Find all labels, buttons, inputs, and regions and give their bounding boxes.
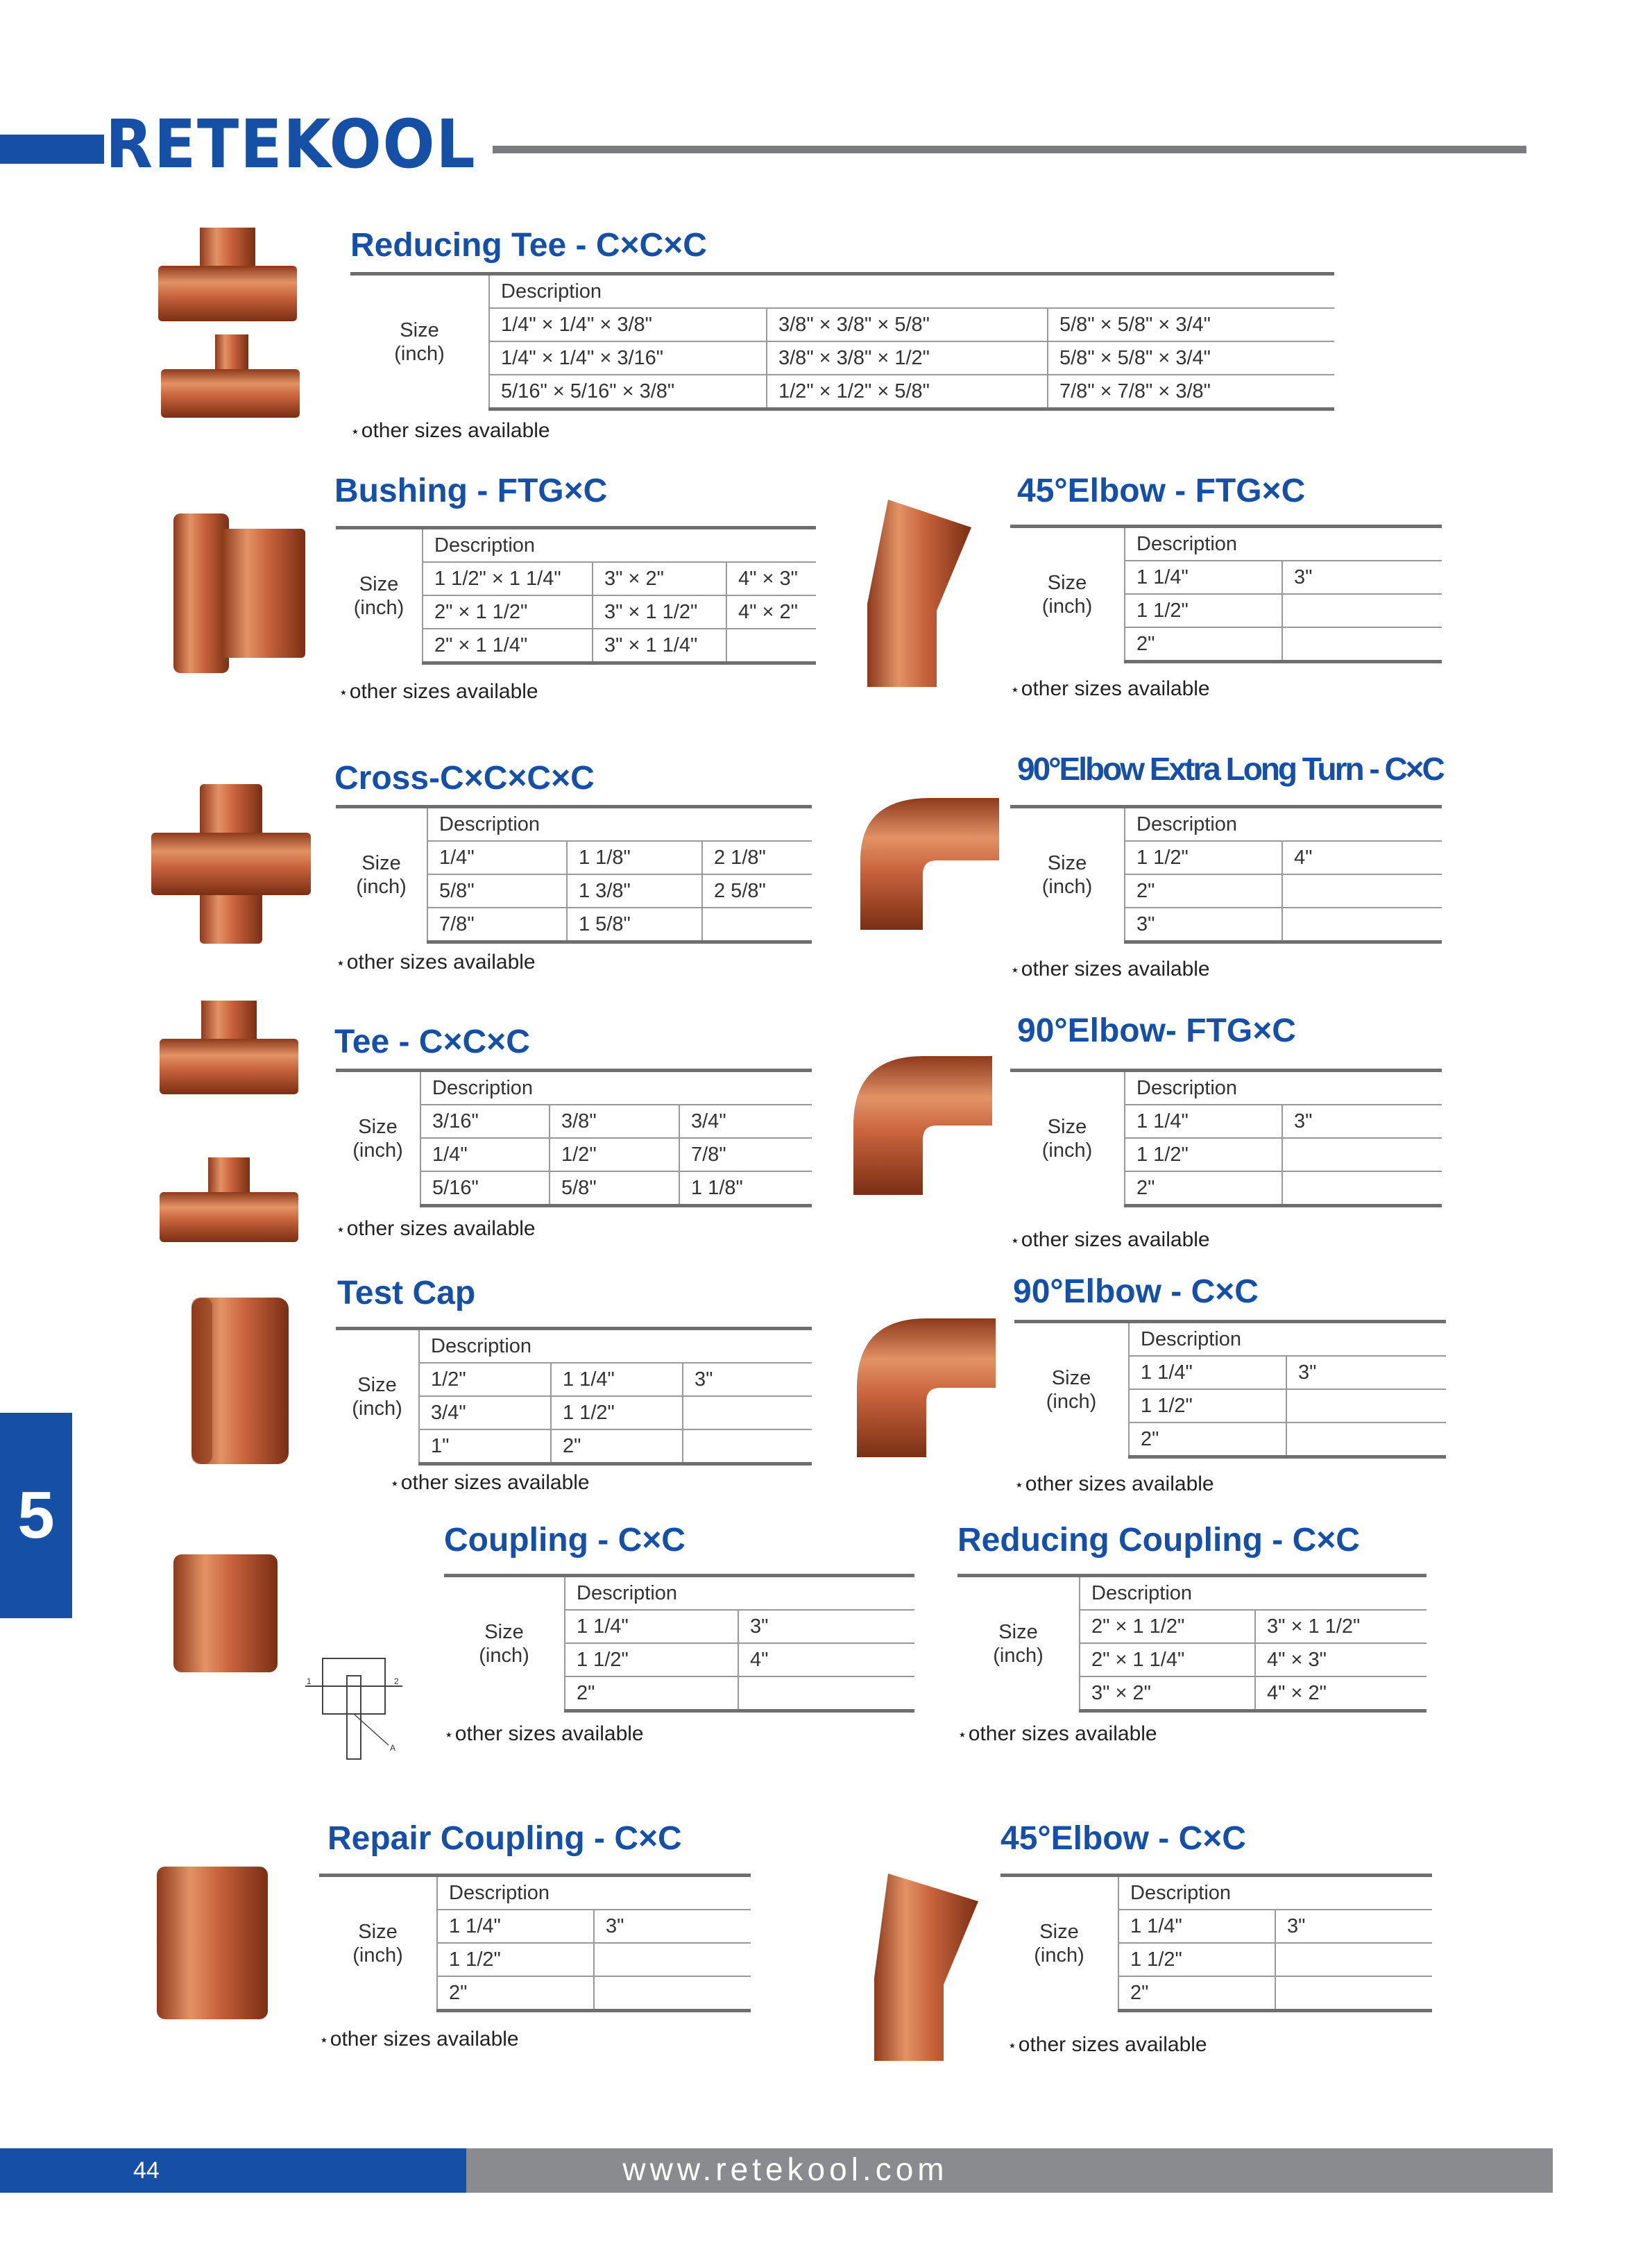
- table-cell: 2": [1125, 874, 1282, 908]
- coupling-diagram: [305, 1655, 402, 1759]
- table-cell: 2": [1129, 1423, 1286, 1457]
- table-cell: 7/8": [427, 908, 567, 942]
- table-cell: 4" × 3": [726, 562, 816, 595]
- table-cell: [1282, 627, 1442, 662]
- header-rule: [493, 146, 1526, 153]
- table-cell: 3": [1125, 908, 1282, 942]
- table-cell: 1 1/8": [679, 1171, 812, 1206]
- test-cap-title: Test Cap: [337, 1275, 476, 1311]
- size-label: Size (inch): [1014, 1322, 1129, 1457]
- table-cell: 1/2" × 1/2" × 5/8": [767, 375, 1048, 409]
- description-header: Description: [565, 1576, 914, 1611]
- table-cell: 2": [1125, 627, 1282, 662]
- table-cell: 3": [594, 1910, 751, 1943]
- table-cell: 2 5/8": [702, 874, 812, 908]
- description-header: Description: [427, 807, 812, 842]
- diagram-label-right: 2: [394, 1676, 399, 1686]
- table-cell: 2" × 1 1/2": [1080, 1610, 1255, 1643]
- table-cell: 3" × 2": [1080, 1676, 1255, 1711]
- elbow-45-cc-table: [1000, 1874, 1432, 2012]
- reducing-coupling-table: [957, 1574, 1427, 1713]
- size-label: Size (inch): [350, 274, 489, 409]
- cross-title: Cross-C×C×C×C: [334, 760, 595, 797]
- size-label: Size (inch): [336, 807, 427, 942]
- size-label: Size (inch): [1010, 807, 1125, 942]
- table-cell: 3/4": [419, 1396, 551, 1429]
- table-cell: 5/8": [427, 874, 567, 908]
- table-cell: 2" × 1 1/4": [423, 629, 593, 663]
- other-sizes-note: ⋆other sizes available: [1014, 1472, 1214, 1495]
- tee-image-2: [160, 1157, 298, 1248]
- table-cell: [1286, 1389, 1446, 1423]
- table-cell: 1 1/4": [565, 1610, 738, 1643]
- table-cell: [1286, 1423, 1446, 1457]
- test-cap-table: [336, 1327, 812, 1466]
- tee-image-1: [160, 1001, 298, 1098]
- table-cell: [683, 1396, 812, 1429]
- other-sizes-note: ⋆other sizes available: [319, 2028, 519, 2050]
- other-sizes-note: ⋆other sizes available: [336, 1217, 536, 1240]
- table-cell: 3" × 1 1/2": [593, 595, 726, 629]
- table-cell: 2": [551, 1429, 683, 1464]
- table-cell: 1 1/4": [1125, 1105, 1282, 1138]
- table-cell: 1 1/4": [551, 1363, 683, 1396]
- elbow-90-long-turn-image: [853, 791, 1006, 930]
- reducing-tee-table: [350, 272, 1334, 411]
- table-cell: 2 1/8": [702, 841, 812, 874]
- table-cell: [1282, 594, 1442, 627]
- table-cell: 5/16" × 5/16" × 3/8": [489, 375, 767, 409]
- elbow-90-long-turn-table: [1010, 805, 1442, 944]
- table-cell: [1282, 1138, 1442, 1171]
- table-cell: 3/16": [420, 1105, 550, 1138]
- table-cell: 1 1/2": [551, 1396, 683, 1429]
- table-cell: 1": [419, 1429, 551, 1464]
- size-label: Size (inch): [319, 1876, 437, 2011]
- footer-page-bar: [0, 2148, 466, 2193]
- elbow-45-ftg-image: [840, 486, 978, 694]
- table-cell: 5/8" × 5/8" × 3/4": [1048, 341, 1334, 375]
- other-sizes-note: ⋆other sizes available: [350, 419, 550, 442]
- table-cell: 1 1/2" × 1 1/4": [423, 562, 593, 595]
- table-cell: 4": [738, 1643, 914, 1676]
- table-cell: 4" × 2": [1255, 1676, 1427, 1711]
- table-cell: 3": [1275, 1910, 1432, 1943]
- table-cell: 1/4": [420, 1138, 550, 1171]
- description-header: Description: [1125, 1071, 1442, 1105]
- size-label: Size (inch): [336, 1329, 419, 1464]
- size-label: Size (inch): [444, 1576, 565, 1711]
- table-cell: [1282, 1171, 1442, 1206]
- size-label: Size (inch): [1000, 1876, 1118, 2011]
- cross-table: [336, 805, 812, 944]
- description-header: Description: [419, 1329, 812, 1364]
- table-cell: 1 1/2": [1125, 1138, 1282, 1171]
- elbow-90-cc-title: 90°Elbow - C×C: [1013, 1273, 1259, 1310]
- table-cell: 1 1/8": [567, 841, 702, 874]
- description-header: Description: [489, 274, 1334, 309]
- coupling-table: [444, 1574, 914, 1713]
- description-header: Description: [1125, 807, 1442, 842]
- table-cell: 3": [1282, 1105, 1442, 1138]
- table-cell: 7/8" × 7/8" × 3/8": [1048, 375, 1334, 409]
- table-cell: [683, 1429, 812, 1464]
- table-cell: 3": [1286, 1356, 1446, 1389]
- table-cell: [594, 1943, 751, 1976]
- table-cell: 1 1/2": [1125, 594, 1282, 627]
- table-cell: 1/4" × 1/4" × 3/8": [489, 308, 767, 341]
- table-cell: [1282, 908, 1442, 942]
- test-cap-image: [191, 1298, 289, 1464]
- tee-title: Tee - C×C×C: [334, 1024, 530, 1060]
- other-sizes-note: ⋆other sizes available: [390, 1471, 590, 1494]
- elbow-90-ftg-title: 90°Elbow- FTG×C: [1017, 1012, 1296, 1049]
- other-sizes-note: ⋆other sizes available: [1007, 2033, 1207, 2056]
- bushing-image: [173, 513, 305, 673]
- repair-coupling-table: [319, 1874, 751, 2012]
- table-cell: [738, 1676, 914, 1711]
- chapter-tab: 5: [0, 1413, 72, 1618]
- size-label: Size (inch): [336, 1071, 420, 1206]
- table-cell: 3" × 1 1/4": [593, 629, 726, 663]
- reducing-tee-image-2: [161, 334, 300, 425]
- description-header: Description: [1118, 1876, 1432, 1910]
- table-cell: 1/2": [550, 1138, 679, 1171]
- table-cell: 5/16": [420, 1171, 550, 1206]
- table-cell: 1 1/2": [437, 1943, 594, 1976]
- table-cell: 3/8" × 3/8" × 1/2": [767, 341, 1048, 375]
- reducing-coupling-title: Reducing Coupling - C×C: [957, 1522, 1360, 1559]
- table-cell: 4" × 3": [1255, 1643, 1427, 1676]
- bushing-table: [336, 526, 816, 665]
- elbow-90-ftg-table: [1010, 1069, 1442, 1207]
- table-cell: 3/8" × 3/8" × 5/8": [767, 308, 1048, 341]
- table-cell: 1 1/2": [565, 1643, 738, 1676]
- repair-coupling-image: [157, 1867, 268, 2019]
- table-cell: 1/2": [419, 1363, 551, 1396]
- table-cell: [1282, 874, 1442, 908]
- table-cell: 5/8": [550, 1171, 679, 1206]
- table-cell: 2": [1118, 1976, 1275, 2011]
- table-cell: 1 1/4": [1129, 1356, 1286, 1389]
- other-sizes-note: ⋆other sizes available: [957, 1722, 1157, 1745]
- description-header: Description: [1129, 1322, 1446, 1357]
- table-cell: 2": [1125, 1171, 1282, 1206]
- elbow-45-cc-title: 45°Elbow - C×C: [1000, 1820, 1246, 1857]
- table-cell: 3" × 1 1/2": [1255, 1610, 1427, 1643]
- table-cell: 1 1/4": [1118, 1910, 1275, 1943]
- page-number: 44: [133, 2157, 160, 2184]
- table-cell: 2" × 1 1/4": [1080, 1643, 1255, 1676]
- other-sizes-note: ⋆other sizes available: [1010, 1228, 1210, 1251]
- size-label: Size (inch): [336, 528, 423, 663]
- elbow-45-cc-image: [846, 1867, 985, 2068]
- table-cell: 4" × 2": [726, 595, 816, 629]
- bushing-title: Bushing - FTG×C: [334, 473, 608, 509]
- table-cell: 1/4" × 1/4" × 3/16": [489, 341, 767, 375]
- size-label: Size (inch): [957, 1576, 1080, 1711]
- coupling-image: [173, 1554, 278, 1672]
- table-cell: [594, 1976, 751, 2011]
- other-sizes-note: ⋆other sizes available: [1010, 677, 1210, 700]
- reducing-tee-title: Reducing Tee - C×C×C: [350, 227, 707, 264]
- size-label: Size (inch): [1010, 527, 1125, 662]
- description-header: Description: [423, 528, 816, 563]
- table-cell: 1 1/2": [1129, 1389, 1286, 1423]
- other-sizes-note: ⋆other sizes available: [336, 951, 536, 974]
- description-header: Description: [1080, 1576, 1427, 1611]
- diagram-label-bottom: A: [390, 1743, 396, 1753]
- elbow-45-ftg-table: [1010, 525, 1442, 663]
- elbow-90-cc-image: [850, 1311, 1003, 1457]
- diagram-label-left: 1: [307, 1676, 312, 1686]
- elbow-45-ftg-title: 45°Elbow - FTG×C: [1017, 473, 1306, 509]
- table-cell: 1 5/8": [567, 908, 702, 942]
- description-header: Description: [1125, 527, 1442, 561]
- table-cell: 2" × 1 1/2": [423, 595, 593, 629]
- table-cell: 1/4": [427, 841, 567, 874]
- size-label: Size (inch): [1010, 1071, 1125, 1206]
- table-cell: 2": [565, 1676, 738, 1711]
- elbow-90-long-turn-title: 90°Elbow Extra Long Turn - C×C: [1017, 751, 1443, 787]
- table-cell: [1275, 1976, 1432, 2011]
- table-cell: 7/8": [679, 1138, 812, 1171]
- table-cell: 2": [437, 1976, 594, 2011]
- table-cell: 3/8": [550, 1105, 679, 1138]
- table-cell: 1 1/2": [1118, 1943, 1275, 1976]
- elbow-90-cc-table: [1014, 1320, 1446, 1459]
- repair-coupling-title: Repair Coupling - C×C: [327, 1820, 682, 1857]
- reducing-tee-image-1: [158, 228, 297, 325]
- table-cell: [726, 629, 816, 663]
- table-cell: 1 1/4": [437, 1910, 594, 1943]
- brand-logo: RETEKOOL: [105, 105, 477, 183]
- other-sizes-note: ⋆other sizes available: [1010, 958, 1210, 980]
- table-cell: 3/4": [679, 1105, 812, 1138]
- cross-image: [151, 784, 311, 944]
- table-cell: 3": [1282, 561, 1442, 594]
- table-cell: 4": [1282, 841, 1442, 874]
- table-cell: [1275, 1943, 1432, 1976]
- description-header: Description: [420, 1071, 812, 1105]
- table-cell: 3" × 2": [593, 562, 726, 595]
- other-sizes-note: ⋆other sizes available: [339, 680, 538, 703]
- header-accent-bar: [0, 135, 104, 164]
- website-url: www.retekool.com: [622, 2151, 948, 2187]
- tee-table: [336, 1069, 812, 1207]
- table-cell: 1 3/8": [567, 874, 702, 908]
- table-cell: [702, 908, 812, 942]
- description-header: Description: [437, 1876, 751, 1910]
- coupling-title: Coupling - C×C: [444, 1522, 686, 1559]
- elbow-90-ftg-image: [846, 1049, 999, 1195]
- table-cell: 5/8" × 5/8" × 3/4": [1048, 308, 1334, 341]
- table-cell: 3": [738, 1610, 914, 1643]
- table-cell: 3": [683, 1363, 812, 1396]
- table-cell: 1 1/2": [1125, 841, 1282, 874]
- table-cell: 1 1/4": [1125, 561, 1282, 594]
- other-sizes-note: ⋆other sizes available: [444, 1722, 644, 1745]
